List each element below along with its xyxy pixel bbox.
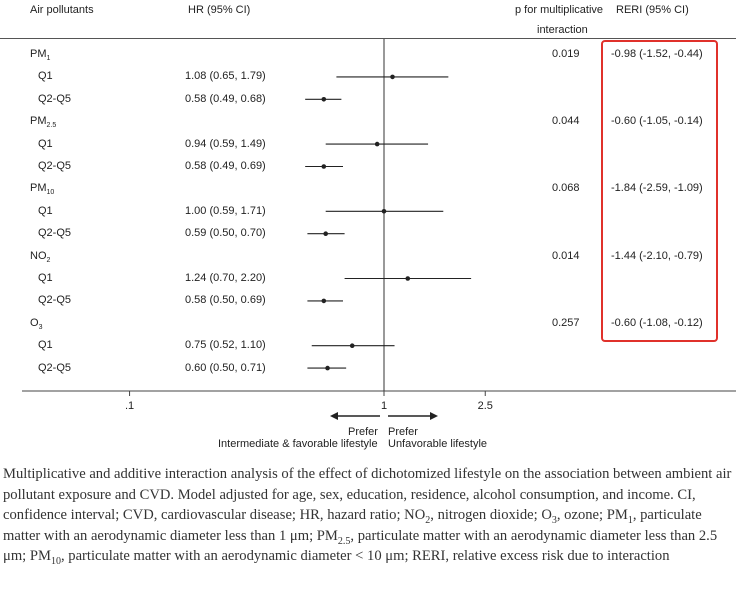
reri-value: -1.44 (-2.10, -0.79) (611, 249, 703, 262)
hr-point (405, 276, 410, 281)
p-interaction-value: 0.019 (552, 48, 580, 60)
hr-ci-value: 0.59 (0.50, 0.70) (185, 227, 266, 240)
x-tick-label: 2.5 (477, 400, 493, 412)
caption-pm1-symbol: $PM_1$ (606, 507, 633, 527)
hr-ci-value: 0.58 (0.49, 0.69) (185, 160, 266, 172)
hr-ci-value: 1.00 (0.59, 1.71) (185, 204, 266, 217)
caption-no2-def: , nitrogen dioxide; (430, 507, 542, 524)
caption-o3-symbol: $O_3$ (541, 507, 557, 527)
arrow-left-label-top: Prefer (348, 426, 378, 438)
pollutant-label: $PM_{2.5}$ (30, 115, 57, 130)
caption-intro: Multiplicative and additive interaction analysis of the effect of dichotomized lifestyle on the association between ambient air pollutant exposure and CVD. Model adjusted for age, sex, education, residence, alcohol consumption, and income. CI, confidence interval; CVD, cardiovascular disease; HR, hazard ratio; (3, 466, 732, 524)
header-p-line1: p for multiplicative (515, 4, 604, 16)
reri-value: -1.84 (-2.59, -1.09) (611, 182, 703, 195)
hr-point (390, 75, 395, 80)
quintile-label: Q2-Q5 (38, 160, 72, 172)
hr-point (322, 97, 327, 102)
caption-pm10-symbol: $PM_{10}$ (29, 548, 61, 568)
quintile-label: Q2-Q5 (38, 92, 72, 105)
hr-point (382, 209, 387, 214)
hr-point (322, 164, 327, 169)
reri-value: -0.60 (-1.08, -0.12) (611, 316, 703, 329)
quintile-label: Q2-Q5 (38, 361, 72, 374)
reri-value: -0.98 (-1.52, -0.44) (611, 48, 703, 60)
p-interaction-value: 0.068 (552, 182, 580, 195)
quintile-label: Q2-Q5 (38, 227, 72, 240)
quintile-label: Q1 (38, 137, 53, 150)
arrow-right-label-bottom: Unfavorable lifestyle (388, 438, 488, 450)
x-tick-label: 1 (380, 400, 388, 412)
caption-no2-symbol: $NO_2$ (404, 507, 431, 527)
arrow-left-head (330, 412, 338, 420)
quintile-label: Q1 (38, 339, 53, 352)
hr-ci-value: 0.58 (0.49, 0.68) (185, 92, 266, 105)
caption-pm25-def: , particulate matter with an aerodynamic diameter less than 2.5 μm; (3, 527, 718, 565)
arrow-left-label-bottom: Intermediate & favorable lifestyle (218, 438, 378, 450)
quintile-label: Q1 (38, 204, 53, 217)
arrow-right-label-top: Prefer (388, 426, 418, 438)
x-tick-label: .1 (124, 400, 135, 412)
p-interaction-value: 0.257 (552, 316, 580, 329)
hr-point (350, 343, 355, 348)
header-hr: HR (95% CI) (188, 4, 251, 16)
quintile-label: Q1 (38, 70, 53, 83)
hr-ci-value: 0.58 (0.50, 0.69) (185, 294, 266, 307)
caption-pm10-def: , particulate matter with an aerodynamic diameter < 10 μm; RERI, relative excess risk due to interaction (60, 548, 670, 565)
header-reri: RERI (95% CI) (616, 4, 689, 16)
pollutant-label: $O_3$ (30, 316, 43, 331)
caption-pm25-symbol: $PM_{2.5}$ (316, 527, 351, 547)
quintile-label: Q2-Q5 (38, 294, 72, 307)
hr-ci-value: 0.60 (0.50, 0.71) (185, 361, 266, 374)
caption-pm1-def: , particulate matter with an aerodynamic diameter less than 1 μm; (3, 507, 702, 544)
hr-ci-value: 0.75 (0.52, 1.10) (185, 339, 266, 352)
hr-ci-value: 1.24 (0.70, 2.20) (185, 272, 266, 284)
figure-caption (3, 464, 733, 567)
reri-value: -0.60 (-1.05, -0.14) (611, 115, 703, 128)
caption-o3-def: , ozone; (556, 507, 607, 524)
arrow-right-head (430, 412, 438, 420)
hr-point (325, 366, 330, 371)
hr-point (323, 231, 328, 236)
hr-ci-value: 0.94 (0.59, 1.49) (185, 137, 266, 150)
pollutant-label: $PM_1$ (30, 48, 51, 62)
header-pollutant: Air pollutants (30, 4, 94, 16)
hr-point (322, 299, 327, 304)
pollutant-label: $PM_{10}$ (30, 182, 55, 197)
hr-ci-value: 1.08 (0.65, 1.79) (185, 70, 266, 83)
reri-highlight-box (601, 40, 718, 342)
header-p-line2: interaction (537, 24, 588, 36)
p-interaction-value: 0.014 (552, 249, 580, 262)
pollutant-label: $NO_2$ (30, 249, 51, 264)
hr-point (375, 142, 380, 147)
quintile-label: Q1 (38, 272, 53, 284)
p-interaction-value: 0.044 (552, 115, 580, 128)
